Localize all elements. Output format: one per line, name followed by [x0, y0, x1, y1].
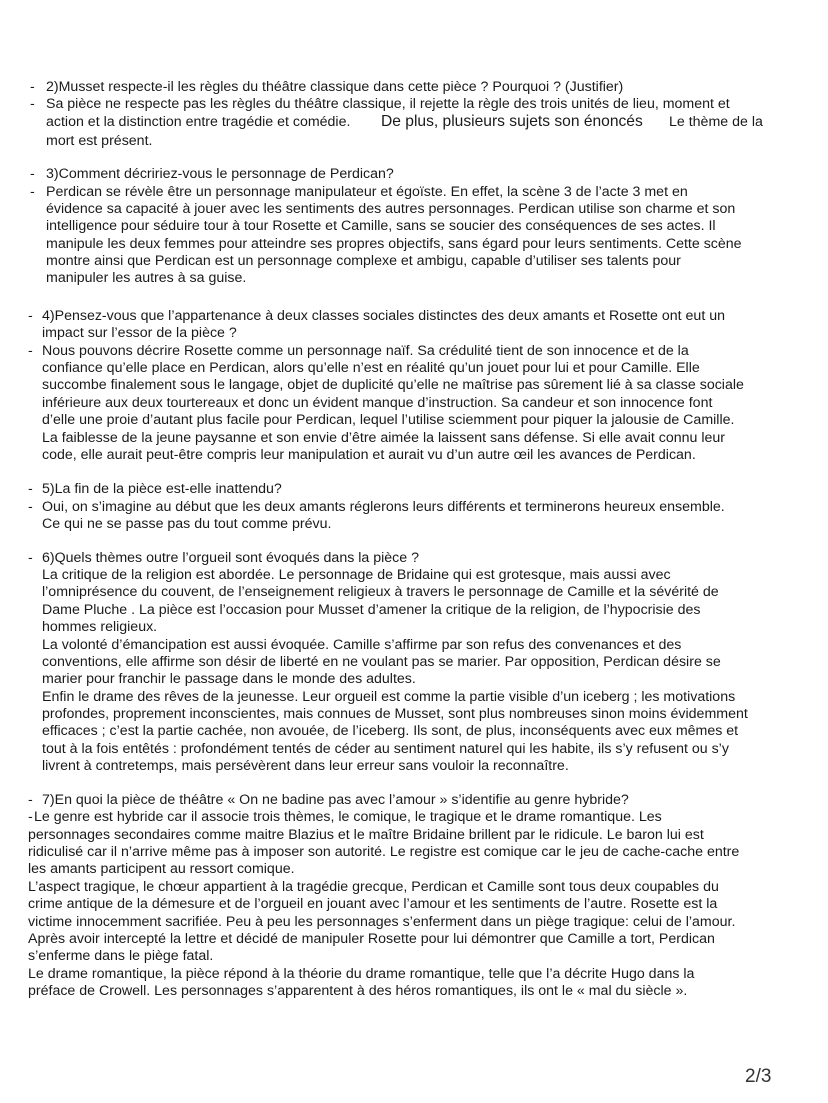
answer-line: tout à la fois entêtés : profondément tentés de céder au sentiment naturel qui les habite, ils s’y refusent ou s’y — [42, 741, 729, 757]
answer-line: intelligence pour séduire tour à tour Rosette et Camille, sans se soucier des conséquences de ses actes. Il — [46, 218, 716, 234]
answer-line: La faiblesse de la jeune paysanne et son envie d’être aimée la laissent sans défense. Si elle avait connu leur — [42, 430, 726, 446]
answer-line: efficaces ; c’est la partie cachée, non avouée, de l’iceberg. Ils sont, de plus, inconséquents avec eux mêmes et — [42, 723, 739, 739]
answer-line: Après avoir intercepté la lettre et décidé de manipuler Rosette pour lui démontrer que Camille a tort, Perdican — [28, 931, 715, 947]
answer-line: crime antique de la démesure et de l’orgueil en jouant avec l’amour et les sentiments de l’autre. Rosette est la — [28, 896, 718, 912]
answer-line: montre ainsi que Perdican est un personnage complexe et ambigu, capable d’utiliser ses talents pour — [46, 253, 681, 269]
answer-line: La volonté d’émancipation est aussi évoquée. Camille s’affirme par son refus des convenances et des — [42, 637, 682, 653]
answer-line: Ce qui ne se passe pas du tout comme prévu. — [42, 516, 332, 532]
answer-dash: - — [30, 96, 35, 112]
answer-dash: - — [28, 343, 33, 359]
answer-dash: - — [30, 184, 35, 200]
answer-line: Sa pièce ne respecte pas les règles du théâtre classique, il rejette la règle des trois unités de lieu, moment et — [46, 96, 730, 112]
answer-line: inférieure aux deux tourtereaux et donc un évident manque d’instruction. Sa candeur et son innocence font — [42, 395, 713, 411]
answer-line: conventions, elle affirme son désir de liberté en ne voulant pas se marier. Par opposition, Perdican désire se — [42, 654, 721, 670]
question-dash: - — [30, 79, 35, 95]
answer-line: Oui, on s’imagine au début que les deux amants réglerons leurs différents et terminerons heureux ensemble. — [42, 499, 725, 515]
question-dash: - — [28, 481, 33, 497]
answer-emphasis: De plus, plusieurs sujets son énoncés — [381, 113, 643, 130]
answer-dash: - — [28, 809, 33, 825]
answer-line: ridiculisé car il n’arrive même pas à imposer son autorité. Le registre est comique car le jeu de cache-cache entre — [28, 844, 740, 860]
answer-line: La critique de la religion est abordée. Le personnage de Bridaine qui est grotesque, mais aussi avec — [42, 567, 671, 583]
answer-line: l’omniprésence du couvent, de l’enseignement religieux à travers le personnage de Camille et la sévérité de — [42, 584, 719, 600]
answer-line: Le thème de la — [669, 114, 763, 130]
answer-line: s’enferme dans le piège fatal. — [28, 948, 214, 964]
question-text: 2)Musset respecte-il les règles du théâtre classique dans cette pièce ? Pourquoi ? (Justifier) — [46, 79, 624, 95]
answer-line: les amants participent au ressort comique. — [28, 861, 295, 877]
answer-line: victime innocemment sacrifiée. Peu à peu les personnages s’enferment dans un piège tragique: celui de l’amour. — [28, 914, 736, 930]
answer-dash: - — [28, 499, 33, 515]
answer-line: Enfin le drame des rêves de la jeunesse. Leur orgueil est comme la partie visible d’un iceberg ; les motivations — [42, 689, 736, 705]
answer-line: confiance qu’elle place en Perdican, alors qu’elle n’est en réalité qu’un jouet pour lui et pour Camille. Elle — [42, 360, 700, 376]
answer-line: Le genre est hybride car il associe trois thèmes, le comique, le tragique et le drame romantique. Les — [34, 809, 662, 825]
question-dash: - — [28, 550, 33, 566]
question-text: 6)Quels thèmes outre l’orgueil sont évoqués dans la pièce ? — [42, 550, 419, 566]
answer-line: Dame Pluche . La pièce est l’occasion pour Musset d’amener la critique de la religion, de l’hypocrisie des — [42, 602, 701, 618]
answer-line: marier pour franchir le passage dans le monde des adultes. — [42, 671, 416, 687]
page-number: 2/3 — [745, 1066, 772, 1087]
question-dash: - — [28, 792, 33, 808]
answer-line: évidence sa capacité à jouer avec les sentiments des autres personnages. Perdican utilise son charme et son — [46, 201, 736, 217]
answer-line: mort est présent. — [46, 133, 153, 149]
answer-line: hommes religieux. — [42, 619, 158, 635]
question-text: 5)La fin de la pièce est-elle inattendu? — [42, 481, 282, 497]
answer-line: Le drame romantique, la pièce répond à la théorie du drame romantique, telle que l’a décrite Hugo dans la — [28, 966, 695, 982]
answer-line: succombe finalement sous le langage, objet de duplicité qu’elle ne maîtrise pas sûrement lié à sa classe sociale — [42, 377, 744, 393]
answer-line: d’elle une proie d’autant plus facile pour Perdican, lequel l’utilise sciemment pour piquer la jalousie de Camille. — [42, 412, 735, 428]
answer-line: manipule les deux femmes pour atteindre ses propres objectifs, sans égard pour leurs sentiments. Cette scène — [46, 236, 742, 252]
answer-line: code, elle aurait peut-être compris leur manipulation et aurait vu d’un autre œil les avances de Perdican. — [42, 447, 696, 463]
answer-line: action et la distinction entre tragédie et comédie. — [46, 114, 351, 130]
question-text: 7)En quoi la pièce de théâtre « On ne badine pas avec l’amour » s’identifie au genre hybride? — [42, 792, 629, 808]
question-text: 3)Comment décririez-vous le personnage de Perdican? — [46, 166, 394, 182]
answer-line: préface de Crowell. Les personnages s’apparentent à des héros romantiques, ils ont le « mal du siècle ». — [28, 983, 688, 999]
question-dash: - — [28, 308, 33, 324]
answer-line: Nous pouvons décrire Rosette comme un personnage naïf. Sa crédulité tient de son innocence et de la — [42, 343, 689, 359]
question-text: 4)Pensez-vous que l’appartenance à deux classes sociales distinctes des deux amants et Rosette ont eut un — [42, 308, 725, 324]
answer-line: personnages secondaires comme maitre Blazius et le maître Bridaine brillent par le ridicule. Le baron lui est — [28, 827, 704, 843]
answer-line: Perdican se révèle être un personnage manipulateur et égoïste. En effet, la scène 3 de l’acte 3 met en — [46, 184, 688, 200]
question-dash: - — [30, 166, 35, 182]
answer-line: manipuler les autres à sa guise. — [46, 270, 247, 286]
answer-line: L’aspect tragique, le chœur appartient à la tragédie grecque, Perdican et Camille sont tous deux coupables du — [28, 879, 719, 895]
answer-line: livrent à contretemps, mais persévèrent dans leur erreur sans vouloir la reconnaître. — [42, 758, 569, 774]
question-text: impact sur l’essor de la pièce ? — [42, 325, 237, 341]
answer-line: profondes, proprement inconscientes, mais connues de Musset, sont plus nombreuses sinon moins évidemment — [42, 706, 748, 722]
